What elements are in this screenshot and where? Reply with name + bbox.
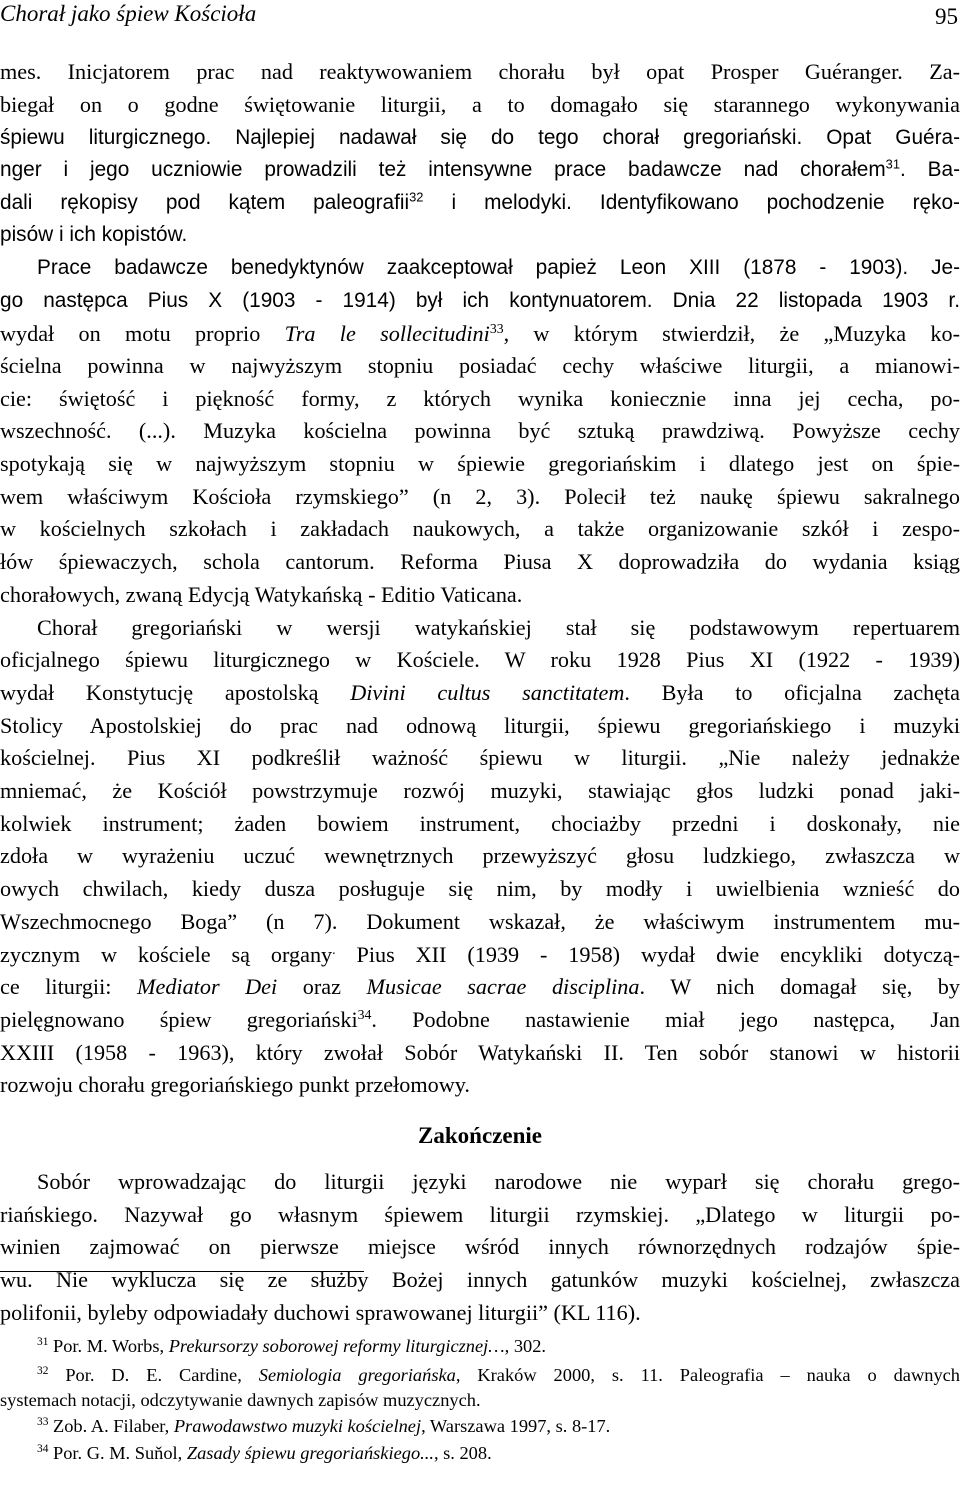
footnote-32-continuation: systemach notacji, odczytywanie dawnych zapisów muzycznych. — [0, 1390, 481, 1410]
text-line: Prace badawcze benedyktynów zaakceptował papież Leon XIII (1878 - 1903). Je- — [37, 256, 960, 279]
section-heading: Zakończenie — [418, 1123, 542, 1148]
italic-title: Tra le sollecitudini — [284, 321, 490, 346]
text-line: łów śpiewaczych, schola cantorum. Reforma Piusa X doprowadziła do wydania ksiąg — [0, 549, 960, 574]
text-line — [0, 940, 960, 970]
italic-title: Zasady śpiewu gregoriańskiego... — [186, 1443, 434, 1463]
footnote-ref: 31 — [885, 156, 900, 172]
running-title: Chorał jako śpiew Kościoła — [0, 1, 257, 26]
text-line: Sobór wprowadzając do liturgii języki narodowe nie wyparł się chorału grego- — [37, 1169, 960, 1194]
footnote-text: , s. 208. — [433, 1443, 492, 1463]
text-line: chorałowych, zwaną Edycją Watykańską - Editio Vaticana. — [0, 582, 523, 607]
line-text: . Podobne nastawienie miał jego następca, Jan — [371, 1007, 960, 1032]
text-line: wszechność. (...). Muzyka kościelna powinna być sztuką prawdziwą. Powyższe cechy — [0, 418, 960, 443]
line-text: dali rękopisy pod kątem paleografii — [0, 191, 410, 214]
text-line: spotykają się w najwyższym stopniu w śpiewie gregoriańskim i dlatego jest on śpie- — [0, 451, 960, 476]
page-header — [0, 0, 960, 40]
footnote-text: , 302. — [504, 1336, 547, 1356]
line-text: zycznym w kościele są organy — [0, 942, 333, 967]
footnote-number: 32 — [37, 1365, 49, 1378]
line-text: Pius XII (1939 - 1958) wydał dwie encykliki dotyczą- — [335, 942, 960, 967]
italic-title: Prekursorzy soborowej reformy liturgicznej… — [168, 1336, 505, 1356]
text-line — [0, 972, 960, 1002]
text-line — [0, 1005, 960, 1035]
line-text: . W nich domagał się, by — [639, 974, 960, 999]
text-line — [0, 188, 960, 218]
text-line: mniemać, że Kościół powstrzymuje rozwój muzyki, stawiając głos ludzki ponad jaki- — [0, 778, 960, 803]
text-line: pisów i ich kopistów. — [0, 223, 188, 246]
footnote-31 — [37, 1334, 960, 1358]
line-text: pielęgnowano śpiew gregoriański — [0, 1007, 358, 1032]
line-text: nger i jego uczniowie prowadzili też intensywne prace badawcze nad chorałem — [0, 158, 886, 181]
text-line: w kościelnych szkołach i zakładach naukowych, a także organizowanie szkół i zespo- — [0, 516, 960, 541]
text-line: cie: świętość i piękność formy, z których wynika koniecznie inna jej cecha, po- — [0, 386, 960, 411]
footnote-34 — [37, 1441, 960, 1465]
footnote-text: Por. D. E. Cardine, — [48, 1365, 259, 1385]
text-line: oficjalnego śpiewu liturgicznego w Kościele. W roku 1928 Pius XI (1922 - 1939) — [0, 647, 960, 672]
line-text: . Ba- — [900, 158, 960, 181]
footnote-number: 31 — [37, 1336, 49, 1349]
line-text: oraz — [277, 974, 367, 999]
text-line: XXIII (1958 - 1963), który zwołał Sobór Watykański II. Ten sobór stanowi w historii — [0, 1040, 960, 1065]
footnote-32 — [37, 1363, 960, 1387]
footnote-text: Zob. A. Filaber, — [48, 1416, 174, 1436]
line-text: wydał Konstytucję apostolską — [0, 680, 351, 705]
footnote-text: Por. G. M. Suňol, — [48, 1443, 187, 1463]
page-number: 95 — [935, 4, 958, 29]
footnote-number: 33 — [37, 1416, 49, 1429]
italic-title: Musicae sacrae disciplina — [366, 974, 640, 999]
line-text: i melodyki. Identyfikowano pochodzenie ręko- — [423, 191, 960, 214]
line-text: ce liturgii: — [0, 974, 137, 999]
text-line: ścielna powinna w najwyższym stopniu posiadać cechy właściwe liturgii, a mianowi- — [0, 353, 960, 378]
text-line: riańskiego. Nazywał go własnym śpiewem liturgii rzymskiej. „Dlatego w liturgii po- — [0, 1202, 960, 1227]
text-line: Wszechmocnego Boga” (n 7). Dokument wskazał, że właściwym instrumentem mu- — [0, 909, 960, 934]
text-line: mes. Inicjatorem prac nad reaktywowaniem chorału był opat Prosper Guéranger. Za- — [0, 59, 960, 84]
text-line: kościelnej. Pius XI podkreślił ważność śpiewu w liturgii. „Nie należy jednakże — [0, 745, 960, 770]
text-line: śpiewu liturgicznego. Najlepiej nadawał się do tego chorał gregoriański. Opat Guéra- — [0, 126, 960, 149]
italic-title: Prawodawstwo muzyki kościelnej — [173, 1416, 422, 1436]
italic-title: Mediator Dei — [137, 974, 278, 999]
italic-title: Divini cultus sanctitatem — [350, 680, 625, 705]
text-line: wem właściwym Kościoła rzymskiego” (n 2, 3). Polecił też naukę śpiewu sakralnego — [0, 484, 960, 509]
text-line — [0, 155, 960, 185]
italic-title: Semiologia gregoriańska — [258, 1365, 456, 1385]
footnote-separator — [0, 1271, 364, 1272]
footnote-text: , Kraków 2000, s. 11. Paleografia – nauka o dawnych — [455, 1365, 960, 1385]
line-text: wydał on motu proprio — [0, 321, 285, 346]
text-line: Stolicy Apostolskiej do prac nad odnową liturgii, śpiewu gregoriańskiego i muzyki — [0, 713, 960, 738]
stray-dot: . — [332, 941, 336, 957]
text-line: rozwoju chorału gregoriańskiego punkt przełomowy. — [0, 1072, 470, 1097]
line-text: , w którym stwierdził, że „Muzyka ko- — [503, 321, 960, 346]
footnote-text: , Warszawa 1997, s. 8-17. — [421, 1416, 611, 1436]
text-line: polifonii, byleby odpowiadały duchowi sprawowanej liturgii” (KL 116). — [0, 1300, 641, 1325]
text-line — [0, 319, 960, 349]
footnote-text: Por. M. Worbs, — [48, 1336, 169, 1356]
text-line: biegał on o godne świętowanie liturgii, a to domagało się starannego wykonywania — [0, 92, 960, 117]
text-line: Chorał gregoriański w wersji watykańskiej stał się podstawowym repertuarem — [37, 615, 960, 640]
line-text: . Była to oficjalna zachęta — [624, 680, 960, 705]
text-line — [0, 678, 960, 708]
text-line: go następca Pius X (1903 - 1914) był ich kontynuatorem. Dnia 22 listopada 1903 r. — [0, 289, 960, 312]
footnote-33 — [37, 1414, 960, 1438]
text-line: zdoła w wyrażeniu uczuć wewnętrznych przewyższyć głosu ludzkiego, zwłaszcza w — [0, 843, 960, 868]
text-line: wu. Nie wyklucza się ze służby Bożej innych gatunków muzyki kościelnej, zwłaszcza — [0, 1267, 960, 1292]
text-line: kolwiek instrument; żaden bowiem instrument, chociażby przedni i doskonały, nie — [0, 811, 960, 836]
footnote-number: 34 — [37, 1443, 49, 1456]
text-line: winien zajmować on pierwsze miejsce wśród innych równorzędnych rodzajów śpie- — [0, 1234, 960, 1259]
footnote-ref: 33 — [489, 320, 504, 336]
text-line: owych chwilach, kiedy dusza posługuje się nim, by modły i uwielbienia wznieść do — [0, 876, 960, 901]
footnote-ref: 34 — [357, 1006, 372, 1022]
footnote-ref: 32 — [409, 189, 424, 205]
